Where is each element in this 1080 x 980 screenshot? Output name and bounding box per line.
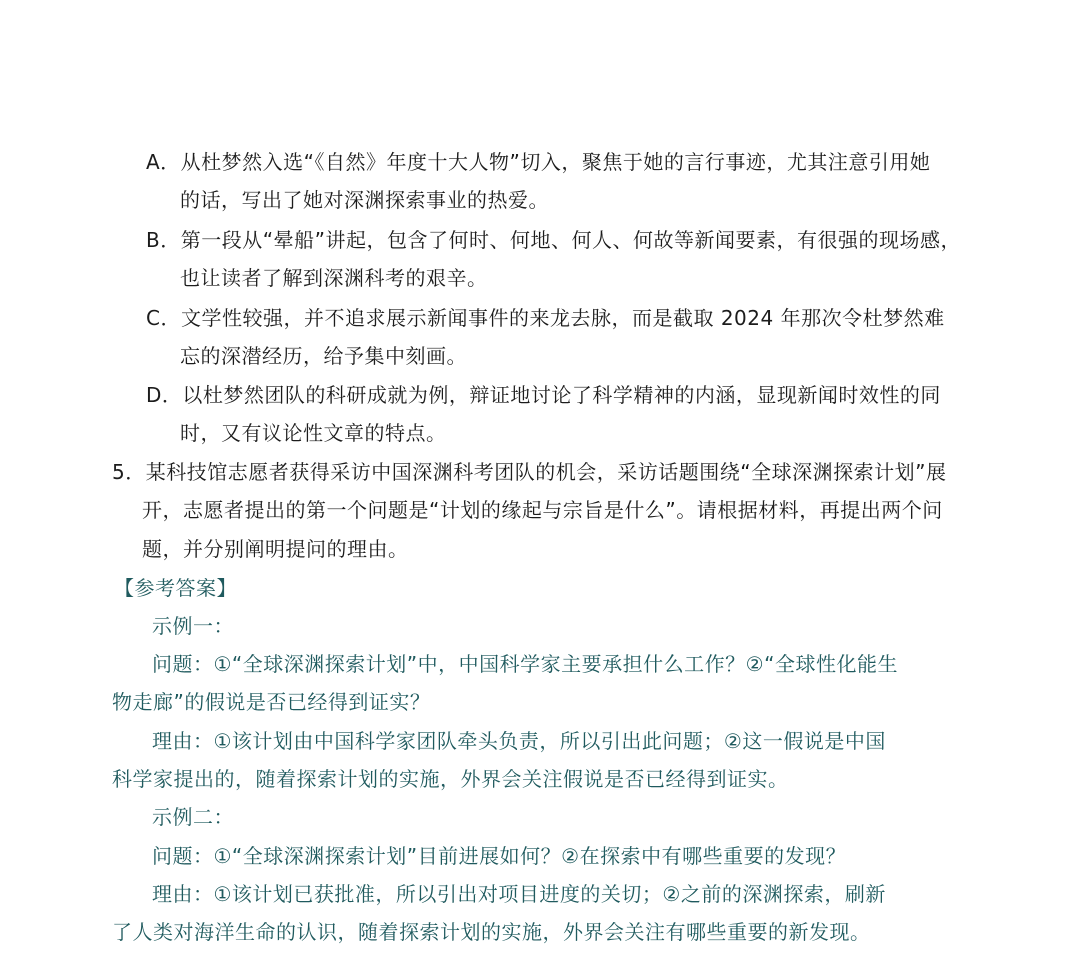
example-2-reason-line2: 了人类对海洋生命的认识，随着探索计划的实施，外界会关注有哪些重要的新发现。: [112, 920, 871, 944]
option-b-line1: B．第一段从“晕船”讲起，包含了何时、何地、何人、何故等新闻要素，有很强的现场感，: [146, 228, 961, 252]
example-1-question-line1: 问题：①“全球深渊探索计划”中，中国科学家主要承担什么工作？②“全球性化能生: [152, 652, 898, 676]
question-5-line3: 题，并分别阐明提问的理由。: [142, 537, 409, 561]
example-1-label: 示例一：: [152, 614, 234, 638]
example-2-reason-line1: 理由：①该计划已获批准，所以引出对项目进度的关切；②之前的深渊探索，刷新: [152, 882, 886, 906]
example-1-reason-line2: 科学家提出的，随着探索计划的实施，外界会关注假说是否已经得到证实。: [112, 767, 789, 791]
option-a-line1: A．从杜梦然入选“《自然》年度十大人物”切入，聚焦于她的言行事迹，尤其注意引用她: [146, 150, 931, 174]
option-d-line1: D．以杜梦然团队的科研成就为例，辩证地讨论了科学精神的内涵，显现新闻时效性的同: [146, 383, 941, 407]
option-d-line2: 时，又有议论性文章的特点。: [180, 421, 447, 445]
answer-heading: 【参考答案】: [114, 576, 237, 600]
option-a-line2: 的话，写出了她对深渊探索事业的热爱。: [180, 188, 549, 212]
example-2-question-line1: 问题：①“全球深渊探索计划”目前进展如何？②在探索中有哪些重要的发现？: [152, 844, 847, 868]
question-5-line1: 5．某科技馆志愿者获得采访中国深渊科考团队的机会，采访话题围绕“全球深渊探索计划”展: [112, 460, 947, 484]
option-b-line2: 也让读者了解到深渊科考的艰辛。: [180, 266, 488, 290]
question-5-line2: 开，志愿者提出的第一个问题是“计划的缘起与宗旨是什么”。请根据材料，再提出两个问: [142, 498, 943, 522]
example-1-reason-line1: 理由：①该计划由中国科学家团队牵头负责，所以引出此问题；②这一假说是中国: [152, 729, 886, 753]
option-c-line2: 忘的深潜经历，给予集中刻画。: [180, 344, 467, 368]
option-c-line1: C．文学性较强，并不追求展示新闻事件的来龙去脉，而是截取 2024 年那次令杜梦然难: [146, 306, 945, 330]
example-2-label: 示例二：: [152, 805, 234, 829]
example-1-question-line2: 物走廊”的假说是否已经得到证实？: [112, 690, 431, 714]
